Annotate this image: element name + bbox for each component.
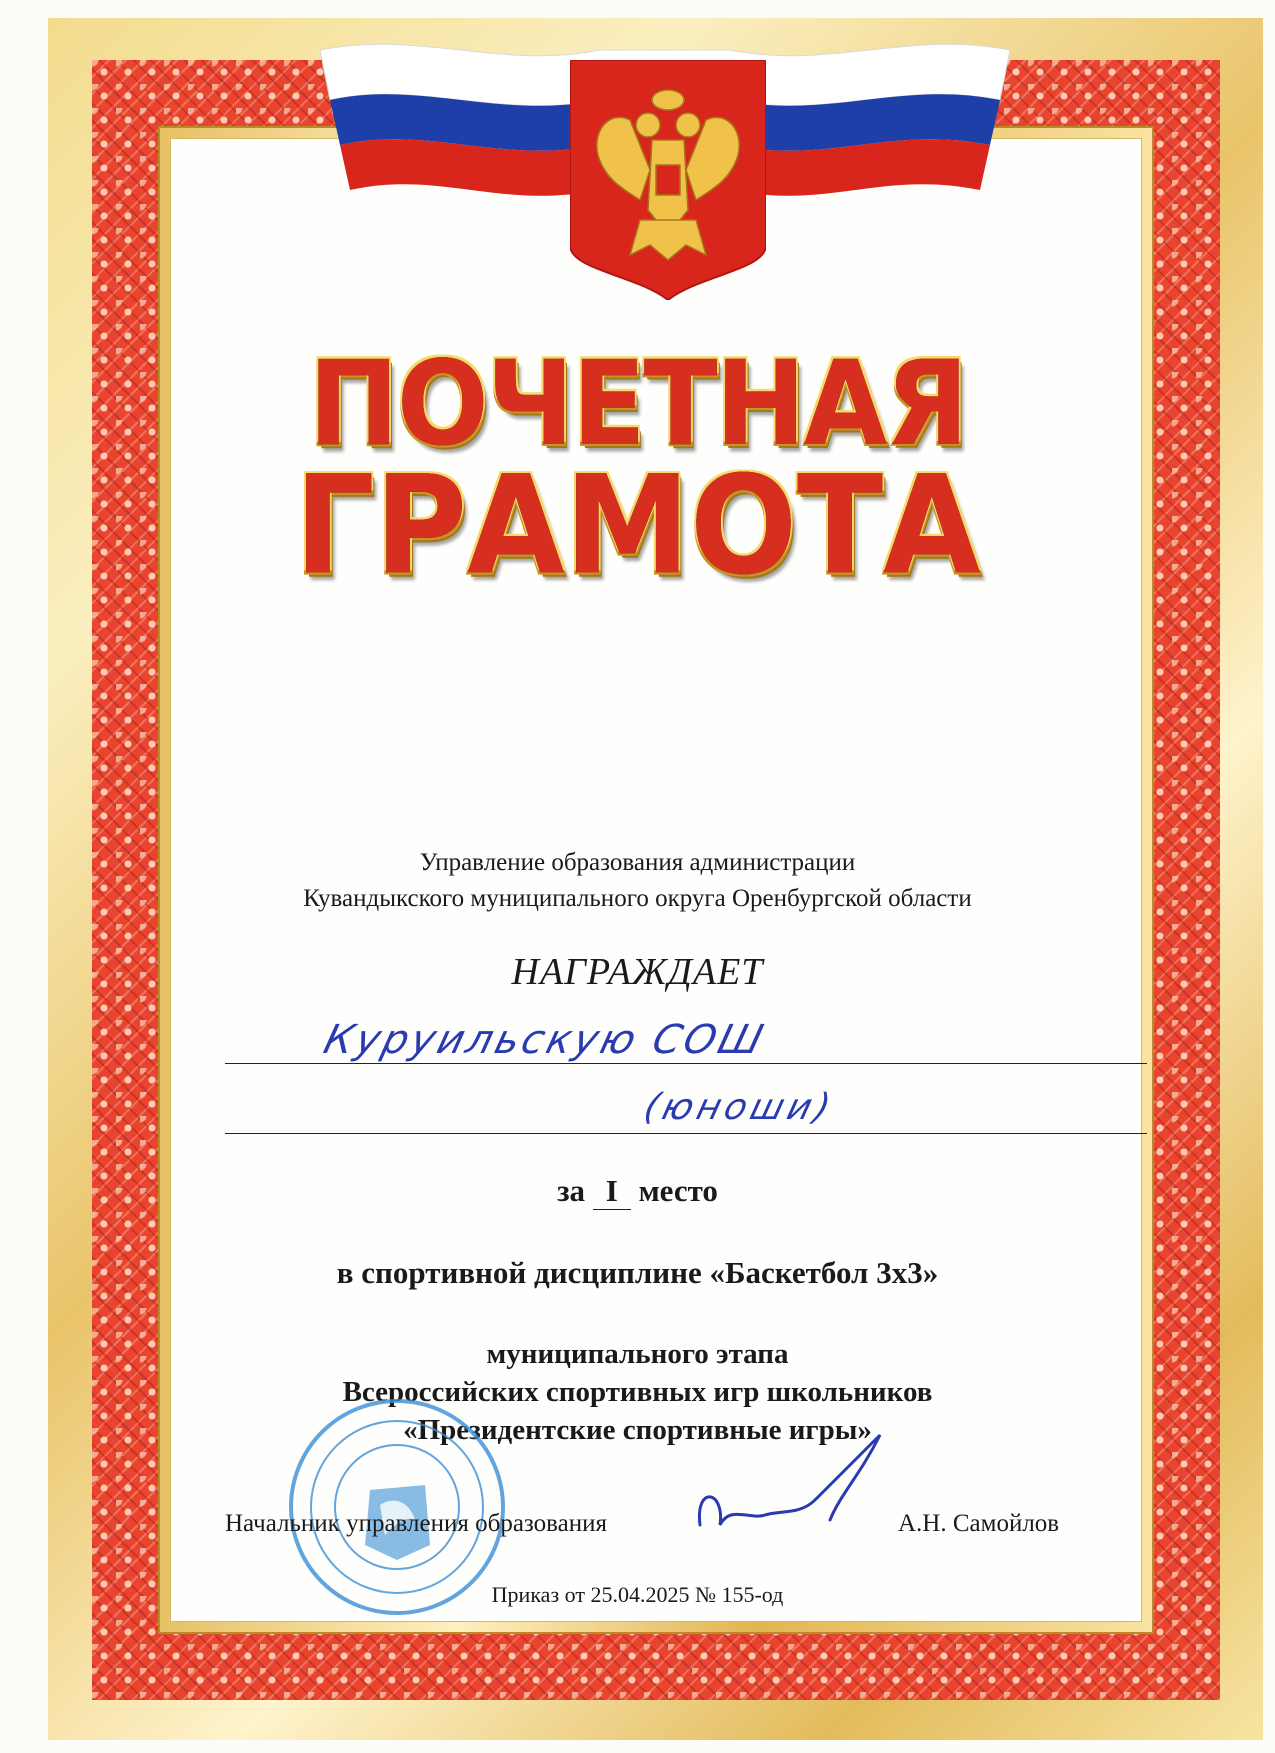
place-line [0,1173,1275,1210]
signer-name: А.Н. Самойлов [898,1510,1060,1537]
issuer-line1: Управление образования администрации [419,849,856,876]
recipient-category-handwritten: (юноши) [639,1087,839,1128]
recipient-name-handwritten: Куруильскую СОШ [319,1017,771,1063]
issuer-line2: Кувандыкского муниципального округа Оренбургской области [303,885,972,912]
place-suffix: место [638,1173,718,1208]
recipient-line-2 [225,1075,1147,1134]
coat-of-arms-emblem [570,60,766,300]
stage-line3: «Президентские спортивные игры» [403,1414,872,1446]
place-number: I [593,1173,631,1210]
stage-line1: муниципального этапа [486,1338,789,1370]
place-prefix: за [557,1173,586,1208]
certificate-title-line1: ПОЧЕТНАЯ [308,336,967,472]
handwritten-signature [690,1425,900,1555]
recipient-line [225,1015,1147,1064]
signer-title: Начальник управления образования [225,1510,607,1537]
stage-line2: Всероссийских спортивных игр школьников [342,1376,933,1408]
awards-heading: НАГРАЖДАЕТ [511,951,764,993]
discipline-line: в спортивной дисциплине «Баскетбол 3х3» [336,1255,939,1290]
certificate-title-line2: ГРАМОТА [294,446,981,605]
order-reference: Приказ от 25.04.2025 № 155-од [491,1582,784,1607]
